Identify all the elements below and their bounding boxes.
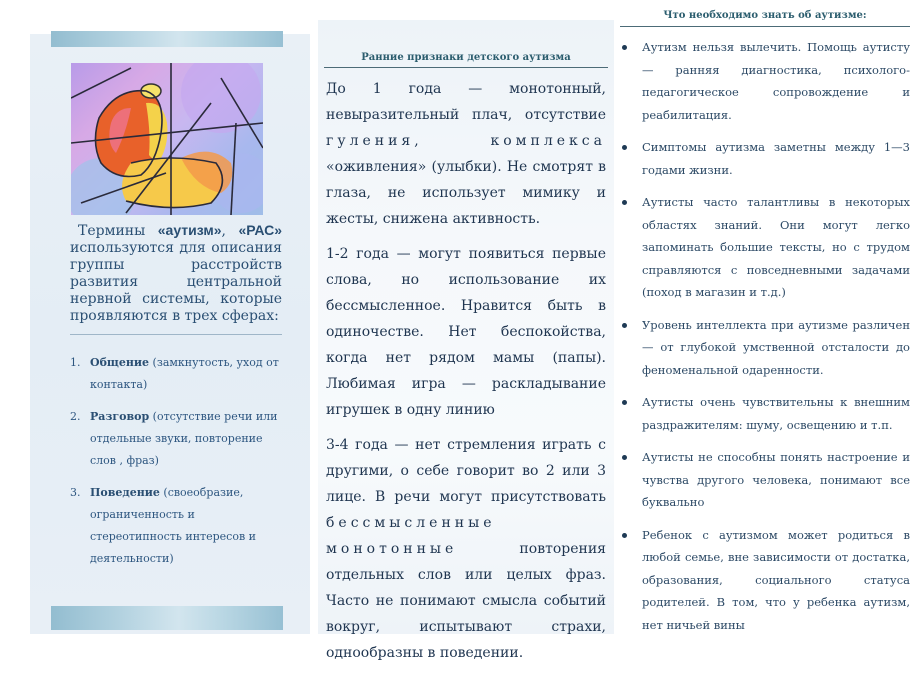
sphere-item-communication [70, 352, 285, 396]
paragraph-text: повторения отдельных слов или целых фраз. Часто не понимают смысла событий вокруг, испытывают страхи, однообразны в поведении. [326, 541, 606, 661]
fact-item [620, 36, 910, 126]
sphere-title: Разговор [90, 410, 150, 423]
sphere-title: Поведение [90, 486, 160, 499]
intro-text [70, 222, 282, 325]
fact-text: Ребенок с аутизмом может родиться в любой семье, вне зависимости от достатка, образования, социального статуса родителей. В том, что у ребенка аутизм, нет ничьей вины [642, 527, 910, 632]
left-panel [30, 34, 310, 634]
term-autism: «аутизм» [157, 222, 222, 238]
early-signs-body [326, 76, 606, 675]
fact-item [620, 391, 910, 436]
sphere-description: (своеобразие, ограниченность и стереотипность интересов и деятельности) [90, 486, 256, 565]
fact-item [620, 314, 910, 382]
title-underline [620, 26, 910, 27]
paragraph-text-spaced: бессмысленные монотонные [326, 515, 496, 557]
bullet-icon [622, 455, 627, 460]
paragraph-under-1-year [326, 76, 606, 232]
paragraph-text: «оживления» (улыбки). Не смотрят в глаза, не использует мимику и жесты, снижена активность. [326, 159, 606, 227]
abstract-painting-image [71, 63, 263, 215]
bullet-icon [622, 45, 627, 50]
fact-text: Аутисты очень чувствительны к внешним раздражителям: шуму, освещению и т.п. [642, 395, 910, 432]
bullet-icon [622, 323, 627, 328]
section-title-early-signs: Ранние признаки детского аутизма [361, 52, 571, 63]
decorative-bar-bottom [51, 606, 283, 630]
fact-text: Аутисты не способны понять настроение и чувства другого человека, понимают все буквально [642, 450, 910, 509]
sphere-description: (отсутствие речи или отдельные звуки, повторение слов , фраз) [90, 410, 278, 467]
section-title-what-to-know: Что необходимо знать об аутизме: [663, 10, 867, 21]
fact-text: Аутизм нельзя вылечить. Помощь аутисту — ранняя диагностика, психолого-педагогическое сопровождение и реабилитация. [642, 40, 910, 122]
spheres-list [70, 352, 285, 580]
sphere-title: Общение [90, 356, 150, 369]
sphere-item-behavior [70, 482, 285, 570]
paragraph-3-4-years [326, 432, 606, 666]
paragraph-1-2-years [326, 241, 606, 423]
painting-illustration [71, 63, 263, 215]
fact-item [620, 136, 910, 181]
fact-text: Аутисты часто талантливы в некоторых областях знаний. Они могут легко запоминать большие тексты, но с трудом справляются с повседневными задачами (поход в магазин и т.д.) [642, 195, 910, 299]
fact-item [620, 524, 910, 637]
intro-rest: используются для описания группы расстройств развития центральной нервной системы, которые проявляются в трех сферах: [70, 240, 282, 324]
sphere-description: (замкнутость, уход от контакта) [90, 356, 279, 391]
sphere-item-speech [70, 406, 285, 472]
decorative-bar-top [51, 31, 283, 47]
bullet-icon [622, 400, 627, 405]
facts-list [620, 36, 910, 646]
bullet-icon [622, 145, 627, 150]
bullet-icon [622, 200, 627, 205]
middle-panel [318, 20, 614, 661]
bullet-icon [622, 533, 627, 538]
intro-prefix: Термины [78, 223, 158, 239]
paragraph-text: 1-2 года — могут появиться первые слова, но использование их бессмысленное. Нравится быть в одиночестве. Нет беспокойства, когда нет рядом мамы (папы). Любимая игра — раскладывание игрушек в одну линию [326, 246, 606, 418]
fact-text: Уровень интеллекта при аутизме различен — от глубокой умственной отсталости до феноменальной одаренности. [642, 317, 910, 377]
paragraph-text-spaced: гуления, комплекса [326, 133, 606, 149]
list-number: 2. [70, 410, 81, 423]
fact-item [620, 446, 910, 514]
term-ras: «РАС» [238, 222, 283, 238]
paragraph-text: До 1 года — монотонный, невыразительный плач, отсутствие [326, 81, 606, 123]
list-number: 3. [70, 486, 81, 499]
fact-text: Симптомы аутизма заметны между 1—3 годами жизни. [642, 140, 910, 177]
divider-left [70, 334, 282, 335]
fact-item [620, 191, 910, 304]
intro-separator: , [221, 223, 239, 239]
paragraph-text: 3-4 года — нет стремления играть с другими, о себе говорит во 2 или 3 лице. В речи могут присутствовать [326, 437, 606, 505]
list-number: 1. [70, 356, 81, 369]
title-underline [324, 67, 608, 68]
